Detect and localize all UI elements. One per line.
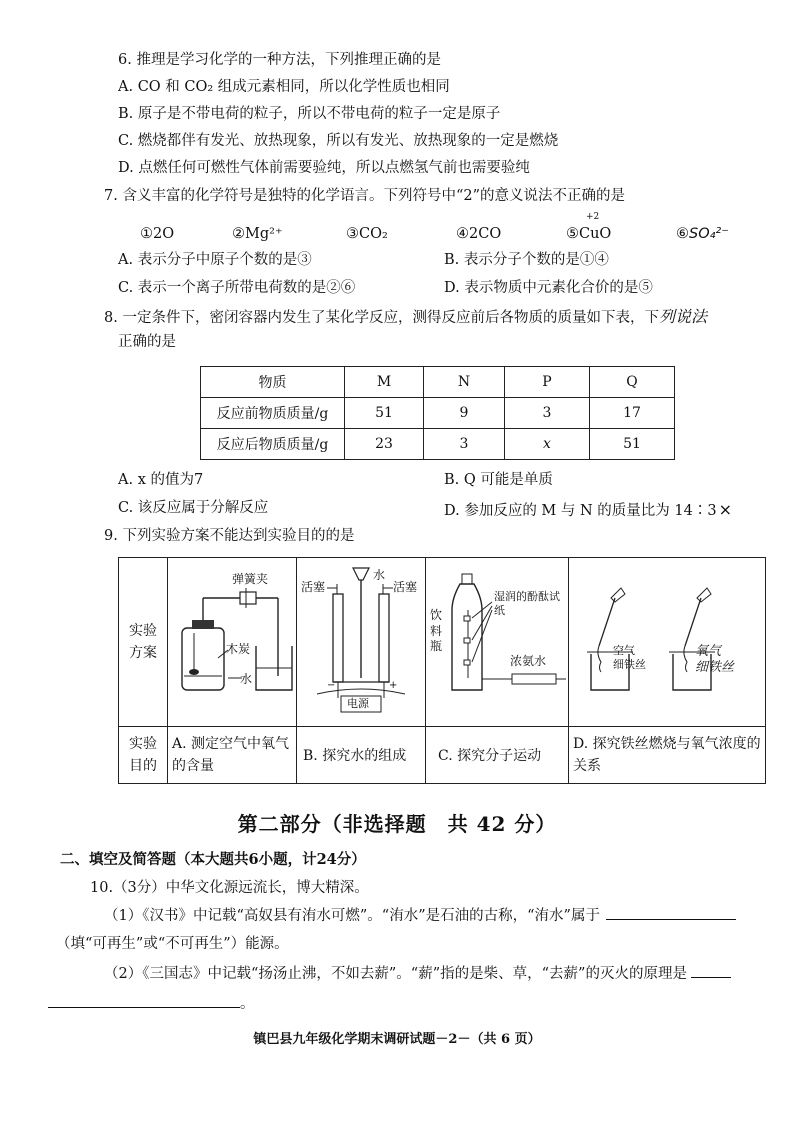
q8-option-b: B. Q 可能是单质 xyxy=(444,472,553,488)
table-row xyxy=(201,398,675,429)
label-phenolphthalein-paper: 湿润的酚酞试纸 xyxy=(494,590,560,618)
q6-option-c: C. 燃烧都伴有发光、放热现象，所以有发光、放热现象的一定是燃烧 xyxy=(118,133,559,149)
table-cell: x xyxy=(505,429,590,460)
table-cell: 3 xyxy=(505,398,590,429)
table-cell: 9 xyxy=(424,398,505,429)
part-two-heading: 第二部分（非选择题 共 42 分） xyxy=(237,812,557,836)
q8-handwritten: 列说法 xyxy=(658,307,707,326)
page-footer: 镇巴县九年级化学期末调研试题－2－（共 6 页） xyxy=(253,1032,541,1047)
goal-text: A. 测定空气中氧气的含量 xyxy=(172,735,290,774)
q7-symbol-4: ④2CO xyxy=(456,226,502,242)
label-minus: − xyxy=(327,680,336,691)
goal-d xyxy=(569,727,766,784)
table-header-cell: N xyxy=(424,367,505,398)
section-two-heading: 二、填空及简答题（本大题共6小题，计24分） xyxy=(60,851,366,868)
label-spring-clip: 弹簧夹 xyxy=(232,572,269,586)
table-cell: 3 xyxy=(424,429,505,460)
table-cell: 23 xyxy=(345,429,424,460)
row-label-text: 实验方案 xyxy=(129,622,157,661)
q7-symbol-6: ⑥SO₄²⁻ xyxy=(676,226,729,242)
q8-stem-text: 8. 一定条件下，密闭容器内发生了某化学反应，测得反应前后各物质的质量如下表，下 xyxy=(104,310,659,326)
q7-stem: 7. 含义丰富的化学符号是独特的化学语言。下列符号中“2”的意义说法不正确的是 xyxy=(104,188,625,204)
ammonia-bottle-diagram xyxy=(426,558,568,726)
table-row xyxy=(119,558,766,727)
q8-option-d xyxy=(444,500,732,520)
q7-option-c: C. 表示一个离子所带电荷数的是②⑥ xyxy=(118,280,356,296)
q7-cuo-valence: +2 xyxy=(586,212,600,222)
q8-option-d-text: D. 参加反应的 M 与 N 的质量比为 14∶3 xyxy=(444,503,717,519)
table-cell: 反应前物质质量/g xyxy=(201,398,345,429)
table-row xyxy=(119,727,766,784)
table-row xyxy=(201,429,675,460)
q6-option-d: D. 点燃任何可燃性气体前需要验纯，所以点燃氢气前也需要验纯 xyxy=(118,160,530,176)
label-water-top: 水 xyxy=(373,568,386,582)
table-header-cell: P xyxy=(505,367,590,398)
q10-part1-text: （1）《汉书》中记载“高奴县有洧水可燃”。“洧水”是石油的古称，“洧水”属于 xyxy=(104,908,600,924)
q10-stem: 10.（3分）中华文化源远流长，博大精深。 xyxy=(90,880,369,896)
label-plus: + xyxy=(389,680,398,691)
table-cell: 17 xyxy=(590,398,675,429)
answer-blank-2-continued[interactable] xyxy=(48,1007,240,1008)
goal-text: D. 探究铁丝燃烧与氧气浓度的关系 xyxy=(573,735,761,774)
row-label-text: 实验目的 xyxy=(129,735,157,774)
q9-experiment-table xyxy=(118,557,766,784)
figure-a xyxy=(168,558,297,727)
table-header-cell: M xyxy=(345,367,424,398)
label-air: 空气 xyxy=(613,644,635,657)
label-oxygen: 氧气 xyxy=(695,644,722,659)
q7-symbol-1: ①2O xyxy=(140,226,175,242)
q7-option-d: D. 表示物质中元素化合价的是⑤ xyxy=(444,280,653,296)
table-header-cell: 物质 xyxy=(201,367,345,398)
q8-option-c: C. 该反应属于分解反应 xyxy=(118,500,269,516)
label-iron-wire-1: 细铁丝 xyxy=(613,658,646,671)
q8-stem-line1 xyxy=(104,307,707,327)
q7-symbol-5: ⑤CuO xyxy=(566,226,612,242)
iron-wire-combustion-diagram xyxy=(569,558,765,726)
q6-stem: 6. 推理是学习化学的一种方法，下列推理正确的是 xyxy=(118,52,441,68)
figure-d xyxy=(569,558,766,727)
q7-option-b: B. 表示分子个数的是①④ xyxy=(444,252,609,268)
label-charcoal: 木炭 xyxy=(226,642,251,656)
q8-option-a: A. x 的值为7 xyxy=(118,472,204,488)
q7-symbol-2: ②Mg²⁺ xyxy=(232,226,283,242)
label-water: 水 xyxy=(240,672,253,686)
label-power: 电源 xyxy=(347,697,369,710)
q10-part1-line1 xyxy=(104,908,736,925)
table-cell: 51 xyxy=(590,429,675,460)
goal-a xyxy=(168,727,297,784)
q9-stem: 9. 下列实验方案不能达到实验目的的是 xyxy=(104,528,355,544)
table-row xyxy=(201,367,675,398)
q7-option-a: A. 表示分子中原子个数的是③ xyxy=(118,252,312,268)
q7-symbol-3: ③CO₂ xyxy=(346,226,388,242)
label-iron-wire-2: 细铁丝 xyxy=(695,660,735,675)
q6-option-a: A. CO 和 CO₂ 组成元素相同，所以化学性质也相同 xyxy=(118,79,450,95)
q10-part2-text: （2）《三国志》中记载“扬汤止沸，不如去薪”。“薪”指的是柴、草，“去薪”的灭火的原理是 xyxy=(104,966,687,982)
row-label-plan xyxy=(119,558,168,727)
label-ammonia: 浓氨水 xyxy=(510,654,547,668)
figure-b xyxy=(297,558,426,727)
goal-c: C. 探究分子运动 xyxy=(426,727,569,784)
label-bottle: 饮料瓶 xyxy=(430,608,443,654)
q10-part2-line1 xyxy=(104,966,731,983)
label-stopcock-right: 活塞 xyxy=(393,580,418,594)
label-stopcock-left: 活塞 xyxy=(301,580,326,594)
goal-b: B. 探究水的组成 xyxy=(297,727,426,784)
answer-blank-2[interactable] xyxy=(691,977,731,978)
q8-mass-table xyxy=(200,366,675,460)
row-label-goal xyxy=(119,727,168,784)
q10-end-mark: 。 xyxy=(240,996,255,1012)
q6-option-b: B. 原子是不带电荷的粒子，所以不带电荷的粒子一定是原子 xyxy=(118,106,501,122)
q8-cross-mark: × xyxy=(718,500,732,519)
table-header-cell: Q xyxy=(590,367,675,398)
q10-part1-line2: （填“可再生”或“不可再生”）能源。 xyxy=(56,936,289,952)
q8-stem-line2: 正确的是 xyxy=(118,334,176,350)
q10-part2-line2 xyxy=(48,996,255,1013)
table-cell: 反应后物质质量/g xyxy=(201,429,345,460)
table-cell: 51 xyxy=(345,398,424,429)
answer-blank-1[interactable] xyxy=(606,919,736,920)
figure-c xyxy=(426,558,569,727)
